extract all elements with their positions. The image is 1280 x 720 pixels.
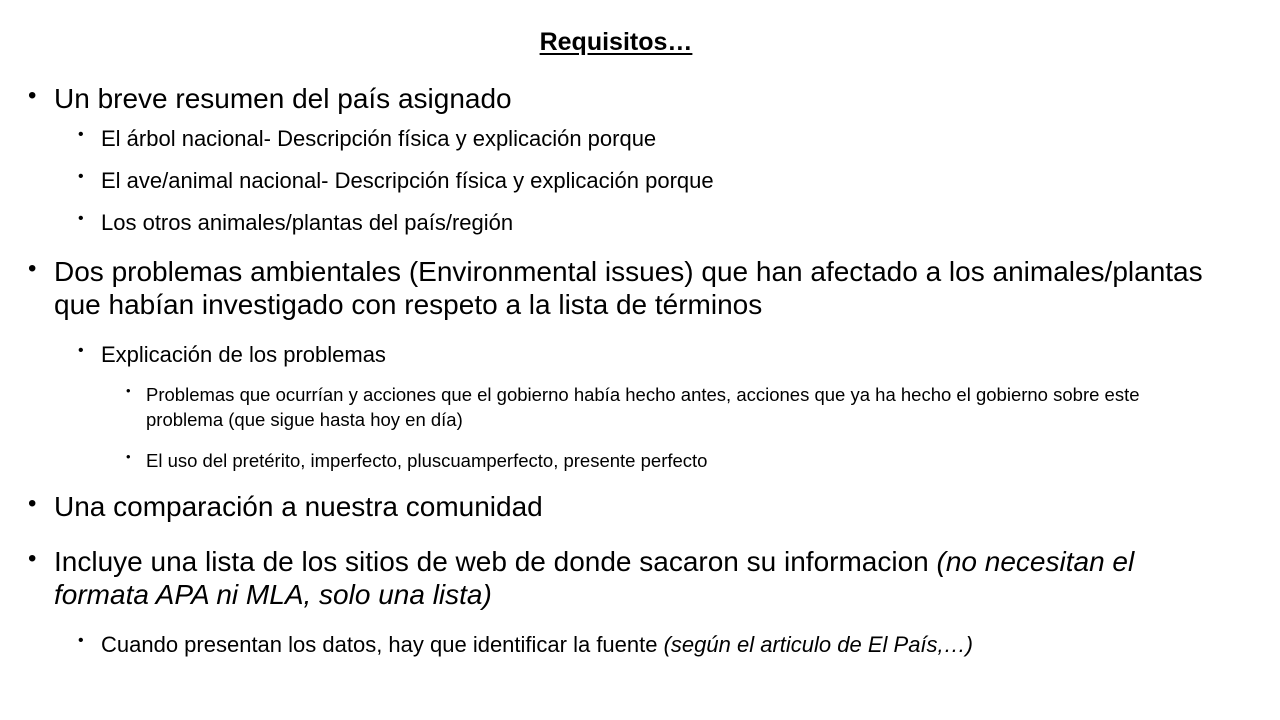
bullet-icon: •	[126, 383, 131, 398]
bullet-icon: •	[28, 82, 37, 109]
list-item-text	[54, 545, 1224, 611]
bullet-icon: •	[28, 545, 37, 572]
list-item-text	[101, 632, 1201, 658]
list-item-main-text: Incluye una lista de los sitios de web de donde sacaron su informacion	[54, 546, 937, 577]
list-item-main-text: Cuando presentan los datos, hay que identificar la fuente	[101, 632, 664, 657]
list-item-text: El ave/animal nacional- Descripción física y explicación porque	[101, 168, 714, 193]
list-item-text: El árbol nacional- Descripción física y explicación porque	[101, 126, 657, 151]
bullet-icon: •	[78, 210, 84, 227]
list-item-text: Problemas que ocurrían y acciones que el gobierno había hecho antes, acciones que ya ha hecho el gobierno sobre este problema (que sigue hasta hoy en día)	[146, 384, 1140, 430]
list-item-text: Explicación de los problemas	[101, 342, 386, 367]
bullet-icon: •	[78, 342, 84, 359]
bullet-icon: •	[78, 632, 84, 649]
bullet-icon: •	[126, 449, 131, 464]
bullet-icon: •	[78, 168, 84, 185]
list-item-text: Dos problemas ambientales (Environmental issues) que han afectado a los animales/plantas que habían investigado con respeto a la lista de términos	[54, 256, 1203, 321]
bullet-icon: •	[28, 255, 37, 282]
slide-title: Requisitos…	[539, 28, 693, 56]
list-item-italic-text: (no necesitan el formata APA ni MLA, solo una lista)	[54, 546, 1135, 611]
list-item-text: Una comparación a nuestra comunidad	[54, 491, 543, 522]
list-item-text: El uso del pretérito, imperfecto, pluscuamperfecto, presente perfecto	[146, 450, 708, 471]
bullet-icon: •	[78, 126, 84, 143]
bullet-icon: •	[28, 490, 37, 517]
list-item-text: Un breve resumen del país asignado	[54, 83, 512, 114]
list-item-text: Los otros animales/plantas del país/región	[101, 210, 514, 235]
list-item-italic-text: (según el articulo de El País,…)	[663, 632, 973, 657]
